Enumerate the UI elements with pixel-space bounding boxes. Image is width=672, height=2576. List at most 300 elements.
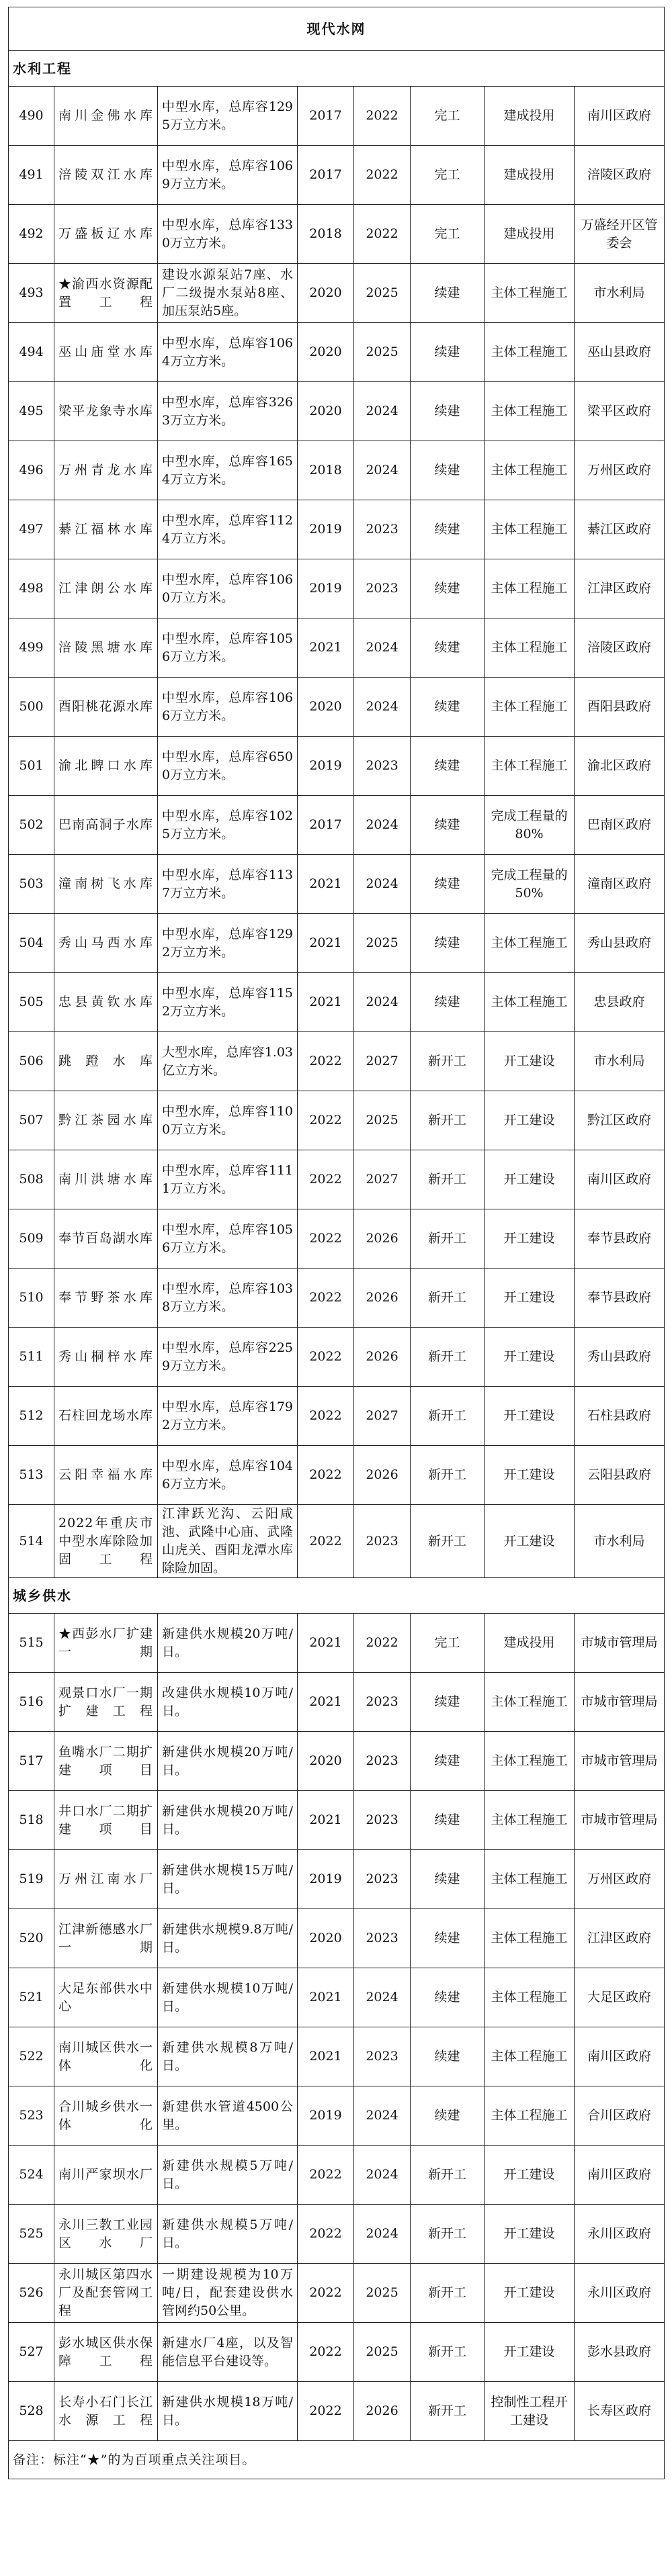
project-number: 494 <box>9 323 54 382</box>
responsible-unit: 市城市管理局 <box>575 1614 665 1673</box>
table-row <box>9 2382 665 2441</box>
start-year: 2020 <box>298 264 354 323</box>
annual-goal: 开工建设 <box>485 1091 575 1150</box>
start-year: 2022 <box>298 1387 354 1446</box>
responsible-unit: 南川区政府 <box>575 87 665 146</box>
project-number: 490 <box>9 87 54 146</box>
start-year: 2022 <box>298 1328 354 1387</box>
table-row <box>9 1673 665 1732</box>
start-year: 2022 <box>298 1209 354 1269</box>
project-description: 新建供水管道4500公里。 <box>158 2086 298 2146</box>
start-year: 2017 <box>298 146 354 205</box>
table-row <box>9 1091 665 1150</box>
annual-goal: 开工建设 <box>485 1209 575 1269</box>
start-year: 2021 <box>298 1673 354 1732</box>
responsible-unit: 南川区政府 <box>575 2146 665 2205</box>
responsible-unit: 涪陵区政府 <box>575 146 665 205</box>
responsible-unit: 万盛经开区管委会 <box>575 205 665 264</box>
table-row <box>9 264 665 323</box>
section-title: 水利工程 <box>9 51 665 87</box>
annual-goal: 开工建设 <box>485 1269 575 1328</box>
project-name: 南川洪塘水库 <box>54 1150 158 1209</box>
responsible-unit: 忠县政府 <box>575 973 665 1032</box>
start-year: 2020 <box>298 1732 354 1791</box>
start-year: 2021 <box>298 973 354 1032</box>
end-year: 2025 <box>354 264 411 323</box>
responsible-unit: 万州区政府 <box>575 441 665 500</box>
responsible-unit: 合川区政府 <box>575 2086 665 2146</box>
project-number: 502 <box>9 796 54 855</box>
project-status: 续建 <box>411 1850 485 1909</box>
annual-goal: 开工建设 <box>485 1150 575 1209</box>
project-description: 中型水库，总库容6500万立方米。 <box>158 737 298 796</box>
end-year: 2023 <box>354 1850 411 1909</box>
project-name: 南川城区供水一体化 <box>54 2027 158 2086</box>
responsible-unit: 江津区政府 <box>575 1909 665 1968</box>
project-status: 新开工 <box>411 2264 485 2323</box>
project-description: 中型水库，总库容1056万立方米。 <box>158 618 298 678</box>
annual-goal: 开工建设 <box>485 1505 575 1578</box>
responsible-unit: 大足区政府 <box>575 1968 665 2027</box>
annual-goal: 主体工程施工 <box>485 914 575 973</box>
project-number: 517 <box>9 1732 54 1791</box>
end-year: 2024 <box>354 382 411 441</box>
start-year: 2017 <box>298 796 354 855</box>
project-number: 506 <box>9 1032 54 1091</box>
end-year: 2026 <box>354 2382 411 2441</box>
annual-goal: 主体工程施工 <box>485 1850 575 1909</box>
title-row <box>9 7 665 51</box>
project-name: 万盛板辽水库 <box>54 205 158 264</box>
table-row <box>9 855 665 914</box>
project-number: 493 <box>9 264 54 323</box>
table-row <box>9 146 665 205</box>
table-row <box>9 500 665 559</box>
project-name: 南川严家坝水厂 <box>54 2146 158 2205</box>
end-year: 2026 <box>354 1269 411 1328</box>
responsible-unit: 南川区政府 <box>575 1150 665 1209</box>
table-row <box>9 1732 665 1791</box>
responsible-unit: 渝北区政府 <box>575 737 665 796</box>
annual-goal: 主体工程施工 <box>485 2086 575 2146</box>
section-title: 城乡供水 <box>9 1578 665 1614</box>
project-name: 大足东部供水中心 <box>54 1968 158 2027</box>
project-number: 514 <box>9 1505 54 1578</box>
project-name: 2022年重庆市中型水库除险加固工程 <box>54 1505 158 1578</box>
end-year: 2024 <box>354 1968 411 2027</box>
project-number: 519 <box>9 1850 54 1909</box>
project-status: 新开工 <box>411 1328 485 1387</box>
project-status: 续建 <box>411 1732 485 1791</box>
table-row <box>9 1909 665 1968</box>
table-row <box>9 1614 665 1673</box>
annual-goal: 主体工程施工 <box>485 500 575 559</box>
project-status: 续建 <box>411 796 485 855</box>
table-row <box>9 87 665 146</box>
table-row <box>9 559 665 618</box>
project-description: 新建供水规模5万吨/日。 <box>158 2146 298 2205</box>
start-year: 2020 <box>298 678 354 737</box>
project-number: 515 <box>9 1614 54 1673</box>
annual-goal: 开工建设 <box>485 1328 575 1387</box>
project-status: 新开工 <box>411 2382 485 2441</box>
project-status: 新开工 <box>411 1032 485 1091</box>
annual-goal: 主体工程施工 <box>485 1732 575 1791</box>
project-description: 中型水库，总库容1330万立方米。 <box>158 205 298 264</box>
responsible-unit: 市水利局 <box>575 1505 665 1578</box>
project-name: ★渝西水资源配置工程 <box>54 264 158 323</box>
project-name: 秀山桐梓水库 <box>54 1328 158 1387</box>
end-year: 2025 <box>354 323 411 382</box>
project-name: 彭水城区供水保障工程 <box>54 2323 158 2382</box>
table-row <box>9 1328 665 1387</box>
project-description: 新建供水规模8万吨/日。 <box>158 2027 298 2086</box>
project-number: 518 <box>9 1791 54 1850</box>
note-row <box>9 2441 665 2479</box>
project-description: 大型水库，总库容1.03亿立方米。 <box>158 1032 298 1091</box>
project-number: 523 <box>9 2086 54 2146</box>
end-year: 2023 <box>354 500 411 559</box>
project-name: 潼南树飞水库 <box>54 855 158 914</box>
project-number: 511 <box>9 1328 54 1387</box>
annual-goal: 完成工程量的50% <box>485 855 575 914</box>
project-description: 新建供水规模18万吨/日。 <box>158 2382 298 2441</box>
start-year: 2022 <box>298 1505 354 1578</box>
project-status: 续建 <box>411 618 485 678</box>
project-name: 长寿小石门长江水源工程 <box>54 2382 158 2441</box>
end-year: 2024 <box>354 973 411 1032</box>
project-status: 续建 <box>411 1968 485 2027</box>
project-description: 中型水库，总库容1292万立方米。 <box>158 914 298 973</box>
project-status: 完工 <box>411 146 485 205</box>
project-name: 南川金佛水库 <box>54 87 158 146</box>
table-row <box>9 2027 665 2086</box>
annual-goal: 主体工程施工 <box>485 678 575 737</box>
end-year: 2027 <box>354 1150 411 1209</box>
start-year: 2022 <box>298 1269 354 1328</box>
project-description: 中型水库，总库容1124万立方米。 <box>158 500 298 559</box>
end-year: 2027 <box>354 1387 411 1446</box>
project-number: 495 <box>9 382 54 441</box>
annual-goal: 建成投用 <box>485 87 575 146</box>
annual-goal: 主体工程施工 <box>485 618 575 678</box>
table-note: 备注：标注“★”的为百项重点关注项目。 <box>9 2441 665 2479</box>
responsible-unit: 石柱县政府 <box>575 1387 665 1446</box>
start-year: 2019 <box>298 2086 354 2146</box>
project-name: 酉阳桃花源水库 <box>54 678 158 737</box>
start-year: 2018 <box>298 441 354 500</box>
table-row <box>9 1791 665 1850</box>
end-year: 2024 <box>354 2205 411 2264</box>
project-description: 新建供水规模15万吨/日。 <box>158 1850 298 1909</box>
project-number: 527 <box>9 2323 54 2382</box>
project-description: 中型水库，总库容1111万立方米。 <box>158 1150 298 1209</box>
project-status: 续建 <box>411 500 485 559</box>
annual-goal: 开工建设 <box>485 2205 575 2264</box>
annual-goal: 控制性工程开工建设 <box>485 2382 575 2441</box>
responsible-unit: 长寿区政府 <box>575 2382 665 2441</box>
responsible-unit: 巫山县政府 <box>575 323 665 382</box>
project-name: 合川城乡供水一体化 <box>54 2086 158 2146</box>
project-description: 中型水库，总库容1064万立方米。 <box>158 323 298 382</box>
start-year: 2019 <box>298 500 354 559</box>
project-number: 509 <box>9 1209 54 1269</box>
project-description: 中型水库，总库容1295万立方米。 <box>158 87 298 146</box>
project-status: 续建 <box>411 1673 485 1732</box>
annual-goal: 建成投用 <box>485 205 575 264</box>
project-number: 507 <box>9 1091 54 1150</box>
responsible-unit: 秀山县政府 <box>575 914 665 973</box>
project-number: 492 <box>9 205 54 264</box>
annual-goal: 主体工程施工 <box>485 2027 575 2086</box>
start-year: 2020 <box>298 1909 354 1968</box>
project-number: 491 <box>9 146 54 205</box>
project-description: 新建供水规模20万吨/日。 <box>158 1791 298 1850</box>
end-year: 2022 <box>354 205 411 264</box>
annual-goal: 开工建设 <box>485 2146 575 2205</box>
annual-goal: 主体工程施工 <box>485 559 575 618</box>
end-year: 2023 <box>354 737 411 796</box>
project-number: 498 <box>9 559 54 618</box>
end-year: 2025 <box>354 914 411 973</box>
table-row <box>9 2323 665 2382</box>
table-row <box>9 618 665 678</box>
project-number: 513 <box>9 1446 54 1505</box>
responsible-unit: 潼南区政府 <box>575 855 665 914</box>
project-number: 526 <box>9 2264 54 2323</box>
project-number: 521 <box>9 1968 54 2027</box>
project-name: 綦江福林水库 <box>54 500 158 559</box>
end-year: 2022 <box>354 1614 411 1673</box>
project-number: 496 <box>9 441 54 500</box>
table-row <box>9 441 665 500</box>
project-status: 续建 <box>411 914 485 973</box>
start-year: 2022 <box>298 2323 354 2382</box>
annual-goal: 主体工程施工 <box>485 1673 575 1732</box>
section-header <box>9 1578 665 1614</box>
project-name: 石柱回龙场水库 <box>54 1387 158 1446</box>
start-year: 2020 <box>298 382 354 441</box>
start-year: 2022 <box>298 1032 354 1091</box>
project-status: 续建 <box>411 737 485 796</box>
project-status: 新开工 <box>411 2205 485 2264</box>
annual-goal: 主体工程施工 <box>485 1791 575 1850</box>
annual-goal: 主体工程施工 <box>485 973 575 1032</box>
end-year: 2024 <box>354 618 411 678</box>
project-name: 涪陵双江水库 <box>54 146 158 205</box>
start-year: 2018 <box>298 205 354 264</box>
end-year: 2024 <box>354 855 411 914</box>
project-description: 新建供水规模20万吨/日。 <box>158 1732 298 1791</box>
annual-goal: 建成投用 <box>485 146 575 205</box>
table-title: 现代水网 <box>9 7 665 51</box>
end-year: 2023 <box>354 2027 411 2086</box>
annual-goal: 主体工程施工 <box>485 737 575 796</box>
project-number: 508 <box>9 1150 54 1209</box>
annual-goal: 开工建设 <box>485 2323 575 2382</box>
project-name: 忠县黄钦水库 <box>54 973 158 1032</box>
project-description: 中型水库，总库容1137万立方米。 <box>158 855 298 914</box>
project-number: 499 <box>9 618 54 678</box>
start-year: 2021 <box>298 2027 354 2086</box>
end-year: 2026 <box>354 1446 411 1505</box>
responsible-unit: 黔江区政府 <box>575 1091 665 1150</box>
project-status: 续建 <box>411 2027 485 2086</box>
project-description: 中型水库，总库容1056万立方米。 <box>158 1209 298 1269</box>
table-row <box>9 1387 665 1446</box>
responsible-unit: 彭水县政府 <box>575 2323 665 2382</box>
annual-goal: 完成工程量的80% <box>485 796 575 855</box>
start-year: 2017 <box>298 87 354 146</box>
end-year: 2022 <box>354 146 411 205</box>
project-description: 建设水源泵站7座、水厂二级提水泵站8座、加压泵站5座。 <box>158 264 298 323</box>
project-description: 中型水库，总库容1152万立方米。 <box>158 973 298 1032</box>
project-name: 永川城区第四水厂及配套管网工程 <box>54 2264 158 2323</box>
project-status: 新开工 <box>411 2323 485 2382</box>
table-row <box>9 1150 665 1209</box>
start-year: 2021 <box>298 1614 354 1673</box>
project-description: 中型水库，总库容2259万立方米。 <box>158 1328 298 1387</box>
project-number: 504 <box>9 914 54 973</box>
start-year: 2022 <box>298 2205 354 2264</box>
table-row <box>9 1269 665 1328</box>
responsible-unit: 永川区政府 <box>575 2205 665 2264</box>
annual-goal: 主体工程施工 <box>485 1968 575 2027</box>
start-year: 2019 <box>298 737 354 796</box>
table-row <box>9 914 665 973</box>
project-description: 江津跃光沟、云阳咸池、武隆中心庙、武隆山虎关、酉阳龙潭水库除险加固。 <box>158 1505 298 1578</box>
table-row <box>9 2205 665 2264</box>
project-number: 501 <box>9 737 54 796</box>
end-year: 2026 <box>354 1328 411 1387</box>
annual-goal: 开工建设 <box>485 1032 575 1091</box>
project-description: 新建供水规模20万吨/日。 <box>158 1614 298 1673</box>
project-description: 中型水库，总库容1038万立方米。 <box>158 1269 298 1328</box>
project-name: 奉节野茶水库 <box>54 1269 158 1328</box>
project-status: 续建 <box>411 559 485 618</box>
table-row <box>9 1032 665 1091</box>
project-number: 528 <box>9 2382 54 2441</box>
project-description: 新建供水规模5万吨/日。 <box>158 2205 298 2264</box>
project-description: 中型水库，总库容1066万立方米。 <box>158 678 298 737</box>
end-year: 2026 <box>354 1209 411 1269</box>
project-name: 观景口水厂一期扩建工程 <box>54 1673 158 1732</box>
table-row <box>9 2264 665 2323</box>
table-body <box>9 7 665 2479</box>
end-year: 2025 <box>354 1091 411 1150</box>
project-status: 新开工 <box>411 1150 485 1209</box>
annual-goal: 主体工程施工 <box>485 323 575 382</box>
table-row <box>9 737 665 796</box>
start-year: 2021 <box>298 914 354 973</box>
table-row <box>9 1968 665 2027</box>
project-name: 巴南高洞子水库 <box>54 796 158 855</box>
project-status: 续建 <box>411 264 485 323</box>
end-year: 2023 <box>354 1673 411 1732</box>
project-status: 新开工 <box>411 1091 485 1150</box>
annual-goal: 主体工程施工 <box>485 264 575 323</box>
project-name: 渝北睥口水库 <box>54 737 158 796</box>
responsible-unit: 綦江区政府 <box>575 500 665 559</box>
annual-goal: 主体工程施工 <box>485 382 575 441</box>
end-year: 2027 <box>354 1032 411 1091</box>
responsible-unit: 市城市管理局 <box>575 1732 665 1791</box>
annual-goal: 开工建设 <box>485 2264 575 2323</box>
project-status: 续建 <box>411 382 485 441</box>
table-row <box>9 205 665 264</box>
project-status: 续建 <box>411 323 485 382</box>
end-year: 2023 <box>354 1505 411 1578</box>
end-year: 2024 <box>354 678 411 737</box>
start-year: 2021 <box>298 855 354 914</box>
project-name: 秀山马西水库 <box>54 914 158 973</box>
responsible-unit: 奉节县政府 <box>575 1269 665 1328</box>
table-row <box>9 1209 665 1269</box>
project-status: 续建 <box>411 441 485 500</box>
responsible-unit: 云阳县政府 <box>575 1446 665 1505</box>
project-status: 续建 <box>411 855 485 914</box>
end-year: 2024 <box>354 441 411 500</box>
project-number: 503 <box>9 855 54 914</box>
responsible-unit: 奉节县政府 <box>575 1209 665 1269</box>
project-description: 新建供水规模10万吨/日。 <box>158 1968 298 2027</box>
table-row <box>9 382 665 441</box>
responsible-unit: 万州区政府 <box>575 1850 665 1909</box>
start-year: 2022 <box>298 2264 354 2323</box>
project-name: 巫山庙堂水库 <box>54 323 158 382</box>
project-description: 中型水库，总库容1069万立方米。 <box>158 146 298 205</box>
start-year: 2022 <box>298 1446 354 1505</box>
responsible-unit: 市城市管理局 <box>575 1673 665 1732</box>
project-name: 黔江茶园水库 <box>54 1091 158 1150</box>
project-status: 续建 <box>411 678 485 737</box>
project-name: 万州青龙水库 <box>54 441 158 500</box>
responsible-unit: 秀山县政府 <box>575 1328 665 1387</box>
annual-goal: 开工建设 <box>485 1446 575 1505</box>
responsible-unit: 涪陵区政府 <box>575 618 665 678</box>
start-year: 2022 <box>298 1091 354 1150</box>
end-year: 2025 <box>354 2323 411 2382</box>
project-name: 江津朗公水库 <box>54 559 158 618</box>
table-row <box>9 2146 665 2205</box>
project-number: 510 <box>9 1269 54 1328</box>
project-description: 中型水库，总库容3263万立方米。 <box>158 382 298 441</box>
project-number: 524 <box>9 2146 54 2205</box>
project-name: 井口水厂二期扩建项目 <box>54 1791 158 1850</box>
table-row <box>9 678 665 737</box>
responsible-unit: 酉阳县政府 <box>575 678 665 737</box>
project-status: 新开工 <box>411 1387 485 1446</box>
project-number: 525 <box>9 2205 54 2264</box>
end-year: 2023 <box>354 1791 411 1850</box>
table-row <box>9 323 665 382</box>
project-number: 522 <box>9 2027 54 2086</box>
start-year: 2022 <box>298 1150 354 1209</box>
project-status: 续建 <box>411 973 485 1032</box>
project-name: 万州江南水厂 <box>54 1850 158 1909</box>
end-year: 2025 <box>354 2264 411 2323</box>
project-number: 516 <box>9 1673 54 1732</box>
project-description: 新建水厂4座，以及智能信息平台建设等。 <box>158 2323 298 2382</box>
table-row <box>9 1446 665 1505</box>
start-year: 2020 <box>298 323 354 382</box>
end-year: 2024 <box>354 2086 411 2146</box>
project-number: 500 <box>9 678 54 737</box>
end-year: 2022 <box>354 87 411 146</box>
end-year: 2023 <box>354 1732 411 1791</box>
project-status: 新开工 <box>411 1209 485 1269</box>
project-description: 中型水库，总库容1060万立方米。 <box>158 559 298 618</box>
